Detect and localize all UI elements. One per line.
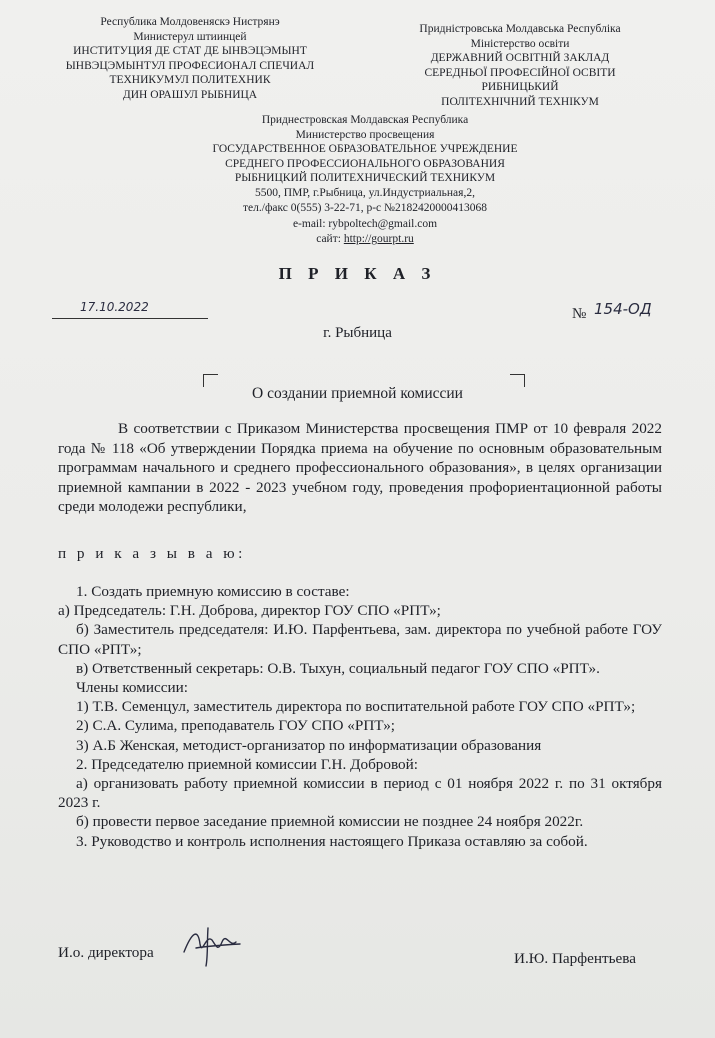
number-label: № [572, 306, 587, 322]
header-moldavian [50, 15, 330, 102]
header-line: СРЕДНЕГО ПРОФЕССИОНАЛЬНОГО ОБРАЗОВАНИЯ [225, 157, 505, 170]
site-label: сайт: [316, 233, 344, 245]
address-line: 5500, ПМР, г.Рыбница, ул.Индустриальная,2, [255, 186, 475, 199]
preamble-paragraph: В соответствии с Приказом Министерства просвещения ПМР от 10 февраля 2022 года № 118 «Об утверждении Порядка приема на обучение по основным образовательным программам начального и среднего профессионального образования», в целях организации приемной кампании в 2022 - 2023 учебном году, проведения профориентационной работы среди молодежи республики, [58, 420, 662, 515]
header-line: Придністровська Молдавська Республіка [419, 23, 621, 35]
prikazyvayu-line: п р и к а з ы в а ю: [58, 545, 246, 562]
list-item: а) организовать работу приемной комиссии в период с 01 ноября 2022 г. по 31 октября 2023 г. [58, 775, 662, 812]
phone-line: тел./факс 0(555) 3-22-71, р-с №2182420000413068 [243, 202, 487, 214]
city-line: г. Рыбница [323, 325, 392, 341]
handwritten-signature [178, 922, 246, 970]
handwritten-date: 17.10.2022 [80, 300, 149, 314]
list-item: Члены комиссии: [76, 679, 188, 697]
header-russian [180, 113, 550, 248]
signatory-role: И.о. директора [58, 944, 154, 961]
handwritten-number: 154-ОД [594, 300, 652, 318]
list-item: 3. Руководство и контроль исполнения настоящего Приказа оставляю за собой. [76, 832, 588, 850]
signatory-name: И.Ю. Парфентьева [514, 950, 636, 967]
header-line: Министерство просвещения [295, 128, 435, 141]
header-line: ТЕХНИКУМУЛ ПОЛИТЕХНИК [109, 74, 271, 86]
header-line: ПОЛІТЕХНІЧНИЙ ТЕХНІКУМ [441, 95, 599, 108]
header-line: Республика Молдовеняскэ Нистрянэ [100, 16, 280, 28]
document-subject: О создании приемной комиссии [252, 385, 463, 402]
header-line: РЫБНИЦКИЙ ПОЛИТЕХНИЧЕСКИЙ ТЕХНИКУМ [234, 172, 496, 184]
header-line: Министерул штиинцей [133, 30, 247, 43]
header-line: Приднестровская Молдавская Республика [261, 114, 469, 126]
site-line [180, 232, 550, 248]
header-ukrainian [395, 22, 645, 109]
list-item: б) Заместитель председателя: И.Ю. Парфентьева, зам. директора по учебной работе ГОУ СПО «РПТ»; [58, 621, 662, 658]
list-item: б) провести первое заседание приемной комиссии не позднее 24 ноября 2022г. [76, 813, 584, 831]
header-line: ГОСУДАРСТВЕННОЕ ОБРАЗОВАТЕЛЬНОЕ УЧРЕЖДЕНИЕ [212, 143, 518, 155]
header-line: ДИН ОРАШУЛ РЫБНИЦА [122, 88, 258, 101]
document-title: П Р И К А З [278, 264, 437, 283]
header-line: РИБНИЦЬКИЙ [481, 81, 559, 93]
list-item: 1) Т.В. Семенцул, заместитель директора по воспитательной работе ГОУ СПО «РПТ»; [76, 698, 636, 716]
list-item: 1. Создать приемную комиссию в составе: [76, 583, 350, 600]
list-item: 3) А.Б Женская, методист-организатор по информатизации образования [76, 736, 542, 754]
header-line: ДЕРЖАВНИЙ ОСВІТНІЙ ЗАКЛАД [430, 52, 610, 64]
list-item: 2. Председателю приемной комиссии Г.Н. Добровой: [76, 755, 418, 773]
header-line: ИНСТИТУЦИЯ ДЕ СТАТ ДЕ ЫНВЭЦЭМЫНТ [73, 45, 307, 57]
site-link[interactable]: http://gourpt.ru [343, 233, 414, 245]
list-item: а) Председатель: Г.Н. Доброва, директор ГОУ СПО «РПТ»; [58, 602, 441, 620]
list-item: в) Ответственный секретарь: О.В. Тыхун, социальный педагог ГОУ СПО «РПТ». [76, 659, 600, 677]
header-line: СЕРЕДНЬОЇ ПРОФЕСІЙНОЇ ОСВІТИ [424, 66, 616, 79]
email-line: e-mail: rybpoltech@gmail.com [292, 217, 438, 230]
header-line: Міністерство освіти [470, 37, 570, 50]
list-item: 2) С.А. Сулима, преподаватель ГОУ СПО «РПТ»; [76, 717, 396, 735]
order-items [58, 582, 662, 851]
header-line: ЫНВЭЦЭМЫНТУЛ ПРОФЕСИОНАЛ СПЕЧИАЛ [65, 59, 315, 72]
